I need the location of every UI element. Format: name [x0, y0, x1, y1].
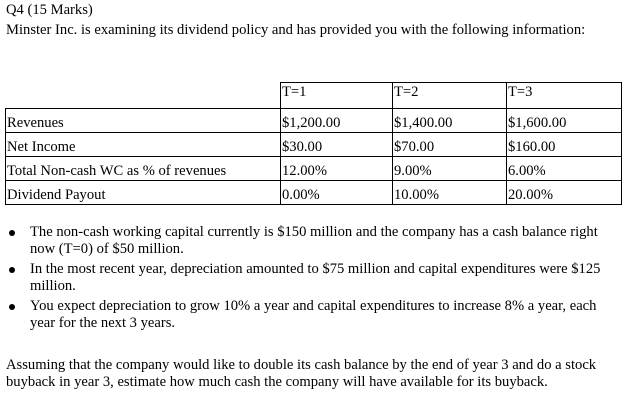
row-label: Revenues: [6, 109, 281, 133]
table-row-revenues: [6, 109, 622, 133]
row-label: Total Non-cash WC as % of revenues: [6, 157, 281, 181]
table-corner-cell: [6, 83, 281, 109]
row-label: Net Income: [6, 133, 281, 157]
column-header-t1: T=1: [281, 83, 393, 109]
table-cell: $160.00: [507, 133, 622, 157]
table-cell: $1,600.00: [507, 109, 622, 133]
list-item: [0, 224, 625, 258]
assumptions-list: [0, 224, 625, 335]
table-cell: $1,400.00: [393, 109, 507, 133]
table-cell: $30.00: [281, 133, 393, 157]
table-header-row: [6, 83, 622, 109]
bullet-icon: [9, 230, 15, 236]
table-cell: $70.00: [393, 133, 507, 157]
question-prompt: Assuming that the company would like to double its cash balance by the end of year 3 and do a stock buyback in year 3, estimate how much cash the company will have available for its buyback.: [6, 357, 597, 390]
row-label: Dividend Payout: [6, 181, 281, 205]
column-header-t2: T=2: [393, 83, 507, 109]
intro-paragraph: Minster Inc. is examining its dividend policy and has provided you with the following information:: [6, 22, 586, 38]
table-cell: 12.00%: [281, 157, 393, 181]
table-cell: 9.00%: [393, 157, 507, 181]
column-header-t3: T=3: [507, 83, 622, 109]
list-item: [0, 298, 625, 332]
table-cell: 20.00%: [507, 181, 622, 205]
table-row-noncash-wc: [6, 157, 622, 181]
table-cell: 10.00%: [393, 181, 507, 205]
table-cell: 0.00%: [281, 181, 393, 205]
question-heading: Q4 (15 Marks): [6, 2, 93, 18]
table-cell: $1,200.00: [281, 109, 393, 133]
table-row-dividend-payout: [6, 181, 622, 205]
bullet-text: The non-cash working capital currently is $150 million and the company has a cash balance right now (T=0) of $50 million.: [30, 224, 598, 257]
list-item: [0, 261, 625, 295]
table-cell: 6.00%: [507, 157, 622, 181]
bullet-icon: [9, 267, 15, 273]
financial-table: [5, 82, 622, 205]
table-row-net-income: [6, 133, 622, 157]
bullet-icon: [9, 304, 15, 310]
bullet-text: In the most recent year, depreciation amounted to $75 million and capital expenditures were $125 million.: [30, 261, 601, 294]
bullet-text: You expect depreciation to grow 10% a year and capital expenditures to increase 8% a year, each year for the next 3 years.: [30, 298, 597, 331]
